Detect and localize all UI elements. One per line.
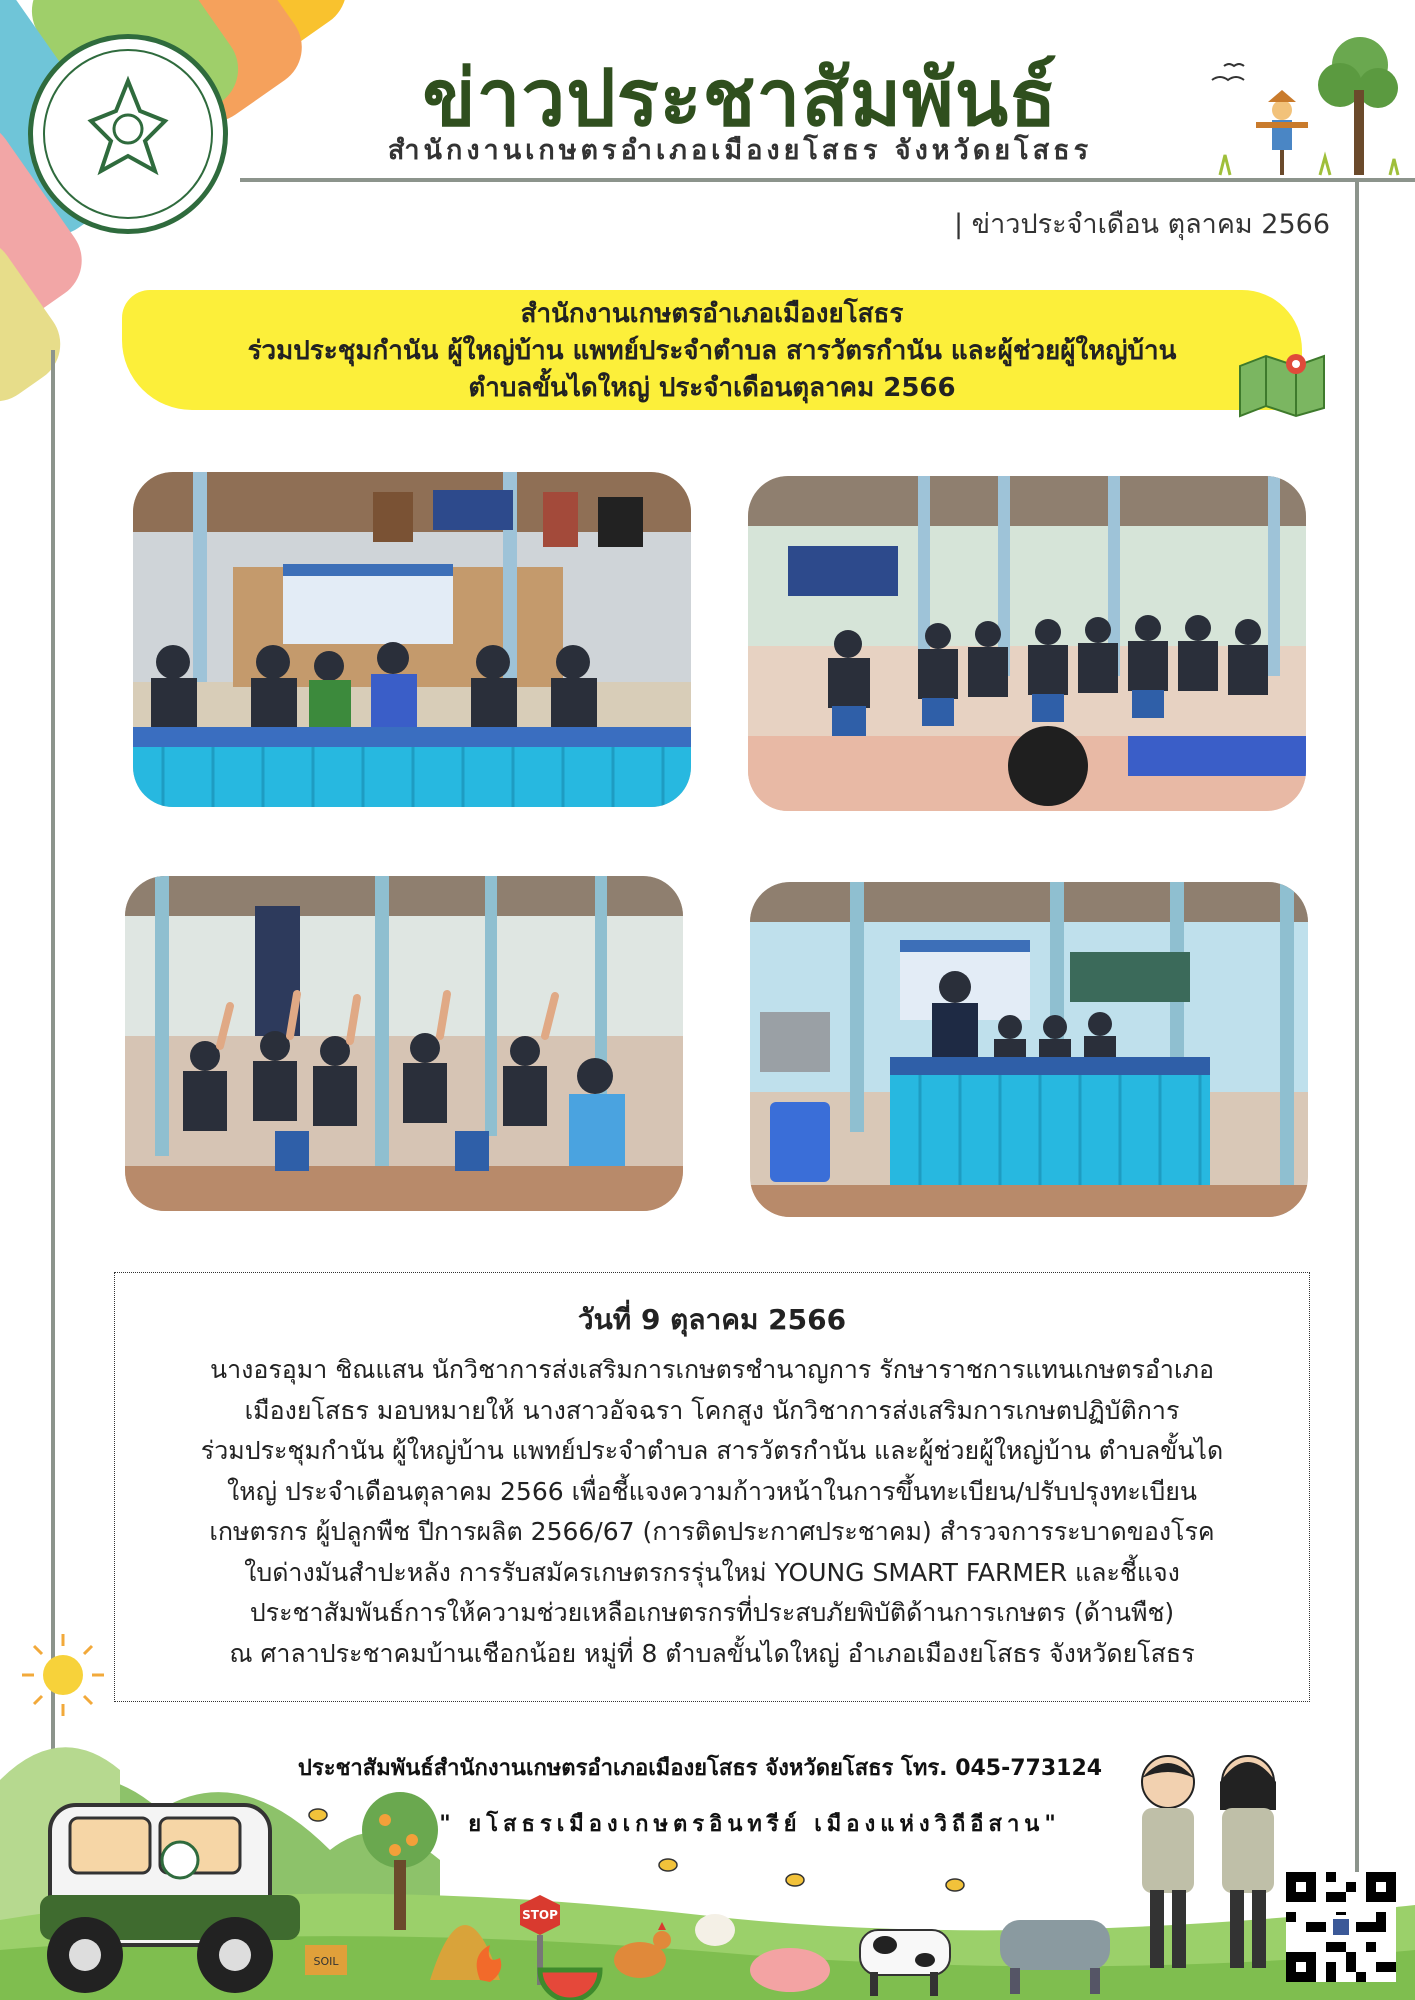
article-body bbox=[130, 1350, 1294, 1674]
article-line: ร่วมประชุมกำนัน ผู้ใหญ่บ้าน แพทย์ประจำตำบล สารวัตรกำนัน และผู้ช่วยผู้ใหญ่บ้าน ตำบลขั้นได bbox=[200, 1436, 1224, 1465]
footer-slogan: " ยโสธรเมืองเกษตรอินทรีย์ เมืองแห่งวิถีอีสาน" bbox=[439, 1812, 1061, 1837]
article-line: เกษตรกร ผู้ปลูกพืช ปีการผลิต 2566/67 (การติดประกาศประชาคม) สำรวจการระบาดของโรค bbox=[209, 1517, 1215, 1546]
page-title: ข่าวประชาสัมพันธ์ bbox=[422, 54, 1058, 144]
meeting-photo-3 bbox=[125, 876, 683, 1211]
farm-scenery-illustration bbox=[0, 1700, 1415, 2000]
article-date: วันที่ 9 ตุลาคม 2566 bbox=[577, 1303, 847, 1336]
meeting-photo-4 bbox=[750, 882, 1308, 1217]
article-line: ประชาสัมพันธ์การให้ความช่วยเหลือเกษตรกรที่ประสบภัยพิบัติด้านการเกษตร (ด้านพืช) bbox=[249, 1598, 1175, 1627]
headline-line-3: ตำบลขั้นไดใหญ่ ประจำเดือนตุลาคม 2566 bbox=[468, 373, 956, 403]
qr-code-icon bbox=[1286, 1872, 1396, 1982]
article-line: ใบด่างมันสำปะหลัง การรับสมัครเกษตรกรรุ่นใหม่ YOUNG SMART FARMER และชี้แจง bbox=[244, 1557, 1180, 1587]
map-pin-icon bbox=[1236, 348, 1328, 418]
article-line: ณ ศาลาประชาคมบ้านเชือกน้อย หมู่ที่ 8 ตำบลขั้นไดใหญ่ อำเภอเมืองยโสธร จังหวัดยโสธร bbox=[229, 1638, 1195, 1668]
meeting-photo-2 bbox=[748, 476, 1306, 811]
month-label: | ข่าวประจำเดือน ตุลาคม 2566 bbox=[954, 209, 1330, 240]
department-logo bbox=[28, 34, 228, 234]
garuda-emblem-icon bbox=[45, 51, 211, 217]
headline-line-2: ร่วมประชุมกำนัน ผู้ใหญ่บ้าน แพทย์ประจำตำบล สารวัตรกำนัน และผู้ช่วยผู้ใหญ่บ้าน bbox=[247, 336, 1177, 366]
page-subtitle: สำนักงานเกษตรอำเภอเมืองยโสธร จังหวัดยโสธร bbox=[387, 135, 1093, 166]
footer-contact: ประชาสัมพันธ์สำนักงานเกษตรอำเภอเมืองยโสธร จังหวัดยโสธร โทร. 045-773124 bbox=[297, 1756, 1103, 1781]
meeting-photo-1 bbox=[133, 472, 691, 807]
headline-line-1: สำนักงานเกษตรอำเภอเมืองยโสธร bbox=[520, 299, 904, 329]
soil-box-label: SOIL bbox=[313, 1955, 339, 1968]
logo-inner-ring bbox=[43, 49, 213, 219]
stop-sign-label: STOP bbox=[522, 1908, 558, 1922]
article-line: เมืองยโสธร มอบหมายให้ นางสาวอัจฉรา โคกสูง นักวิชาการส่งเสริมการเกษตปฏิบัติการ bbox=[244, 1395, 1180, 1425]
qr-code[interactable] bbox=[1286, 1872, 1396, 1982]
article-line: ใหญ่ ประจำเดือนตุลาคม 2566 เพื่อชี้แจงความก้าวหน้าในการขึ้นทะเบียน/ปรับปรุงทะเบียน bbox=[227, 1476, 1197, 1506]
article-line: นางอรอุมา ชิณแสน นักวิชาการส่งเสริมการเกษตรชำนาญการ รักษาราชการแทนเกษตรอำเภอ bbox=[209, 1355, 1214, 1384]
left-border-line bbox=[51, 350, 55, 1800]
right-border-line bbox=[1355, 180, 1359, 1890]
tree-scarecrow-icon bbox=[1200, 30, 1400, 180]
headline-text bbox=[122, 296, 1302, 407]
